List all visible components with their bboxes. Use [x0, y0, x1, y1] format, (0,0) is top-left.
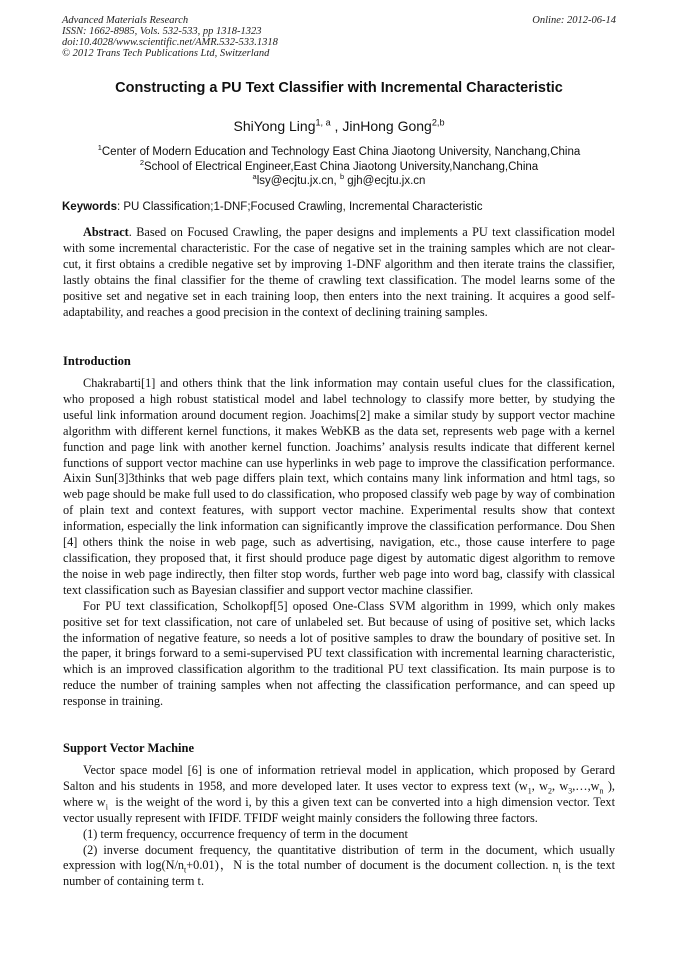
svm-body	[63, 763, 619, 890]
author-separator: ,	[330, 118, 343, 134]
journal-name: Advanced Materials Research	[62, 15, 189, 26]
author-2: JinHong Gong	[342, 118, 432, 134]
svm-p1-sub-4: n	[599, 786, 604, 796]
author-2-affiliation: 2,b	[431, 117, 445, 128]
svm-p1-text-b: , w	[531, 778, 548, 793]
journal-header	[62, 15, 616, 59]
svm-p1-sub-2: 2	[547, 786, 552, 796]
introduction-paragraph-2: For PU text classification, Scholkopf[5] oposed One-Class SVM algorithm in 1999, which only makes positive set for text classification, not care of unlabeled set. But because of using of positive set, which lacks the information of negative feature, so needs a lot of positive samples to draw the boundary of positive set. In the paper, it brings forward to a semi-supervised PU text classification with incremental learning characteristic, which is an improved classification algorithm to the traditional PU text classification. Its main purpose is to reduce the number of training samples when not affecting the classification performance, and can speed up response in training.	[63, 598, 615, 709]
author-line	[0, 118, 678, 134]
svm-p3-sub-2: t	[558, 865, 561, 875]
copyright-line: © 2012 Trans Tech Publications Ltd, Switzerland	[62, 48, 270, 59]
author-1: ShiYong Ling	[233, 118, 316, 134]
email-2: gjh@ecjtu.jx.cn	[344, 175, 426, 187]
issn-line: ISSN: 1662-8985, Vols. 532-533, pp 1318-1323	[62, 26, 262, 37]
svm-heading: Support Vector Machine	[63, 741, 195, 755]
svm-p3-text-a: (2) inverse document frequency, the quantitative distribution of term in the document, which usually expression with log(N/n	[63, 842, 615, 873]
svm-p1-text-a: Vector space model [6] is one of information retrieval model in application, which proposed by Gerard Salton and his students in 1958, and more developed later. It uses vector to express text (w	[63, 763, 615, 793]
svm-p3-text-c: is the text number of containing term t.	[63, 858, 616, 889]
svm-p3-text-b: +0.01)，N is the total number of document is the document collection. n	[186, 858, 559, 873]
svm-paragraph-1	[63, 763, 619, 827]
svm-p1-sub-5: i	[105, 802, 108, 812]
introduction-body	[63, 376, 615, 710]
svm-paragraph-2: (1) term frequency, occurrence frequency of term in the document	[83, 826, 408, 841]
affiliations	[0, 145, 678, 189]
email-a-mark: a	[252, 172, 257, 182]
affiliation-1-text: Center of Modern Education and Technology East China Jiaotong University, Nanchang,China	[101, 146, 581, 158]
email-line	[0, 174, 678, 189]
paper-title: Constructing a PU Text Classifier with Incremental Characteristic	[115, 80, 563, 96]
svm-paragraph-3	[63, 843, 615, 891]
keywords	[62, 201, 616, 213]
keywords-label: Keywords	[62, 201, 117, 213]
svm-p1-text-f: is the weight of the word i, by this a given text can be converted into a high dimension vector. Text vector usually represent with IFIDF. TFIDF weight mainly considers the following three factors.	[63, 794, 619, 825]
abstract	[63, 225, 615, 320]
abstract-text: . Based on Focused Crawling, the paper designs and implements a PU text classification model with some incremental characteristic. For the case of negative set in the training samples which are not clear-cut, it first obtains a credible negative set by improving 1-DNF algorithm and then iterate trains the classifier, lastly obtains the final classifier for the theme of crawling text classification. The model learns some of the positive set and negative set in each training loop, then enters into the next training. It acquires a good self-adaptability, and reaches a good precision in the context of declining training samples.	[63, 225, 615, 319]
author-1-affiliation: 1, a	[315, 117, 331, 128]
introduction-paragraph-1: Chakrabarti[1] and others think that the link information may contain useful clues for the classification, who proposed a high robust statistical model and label technology to classify more better, by studying the useful link information around document region. Joachims[2] make a similar study by support vector machine algorithm with different kernel functions, it makes WebKB as the data set, represents web page with a kernel function and page link with another kernel function. Joachims’ analysis results indicate that different kernel functions of support vector machine can use hyperlinks in web page to improve the classification performance. Aixin Sun[3]3thinks that web page differs plain text, which contains many link information and html tags, so web page should be make full used to do classification, who proposed classify web page by way of combination of plain text and context features, with support vector machine. Experimental results show that context information, especially the link information can significantly improve the classification performance. Dou Shen [4] others think the noise in web page, such as advertising, navigation, etc., those cause interfere to page classification, they proposed that, it first should produce page digest by automatic digest algorithm to remove the noise in web page indirectly, then filter stop words, further web page into word bag, classify with classical text classification such as Bayesian classifier and support vector machine classifier.	[63, 376, 615, 597]
affiliation-1	[0, 145, 678, 160]
svm-p1-text-c: , w	[551, 778, 569, 793]
email-1: lsy@ecjtu.jx.cn,	[256, 175, 340, 187]
svm-p1-sub-1: 1	[527, 786, 532, 796]
doi-line: doi:10.4028/www.scientific.net/AMR.532-533.1318	[62, 37, 278, 48]
svm-p1-sub-3: 3	[568, 786, 573, 796]
affiliation-2-text: School of Electrical Engineer,East China Jiaotong University,Nanchang,China	[143, 160, 539, 173]
abstract-paragraph	[63, 225, 615, 320]
affiliation-1-number: 1	[97, 143, 102, 153]
email-b-mark: b	[339, 172, 345, 182]
svm-p1-text-e: ), where w	[63, 778, 616, 809]
svm-p1-text-d: ,…,w	[572, 778, 600, 793]
svm-p3-sub-1: t	[184, 865, 187, 875]
online-date: Online: 2012-06-14	[532, 15, 616, 26]
abstract-label: Abstract	[83, 225, 129, 239]
introduction-heading: Introduction	[63, 354, 131, 368]
keywords-text: : PU Classification;1-DNF;Focused Crawling, Incremental Characteristic	[116, 201, 483, 213]
affiliation-2-number: 2	[139, 157, 144, 167]
